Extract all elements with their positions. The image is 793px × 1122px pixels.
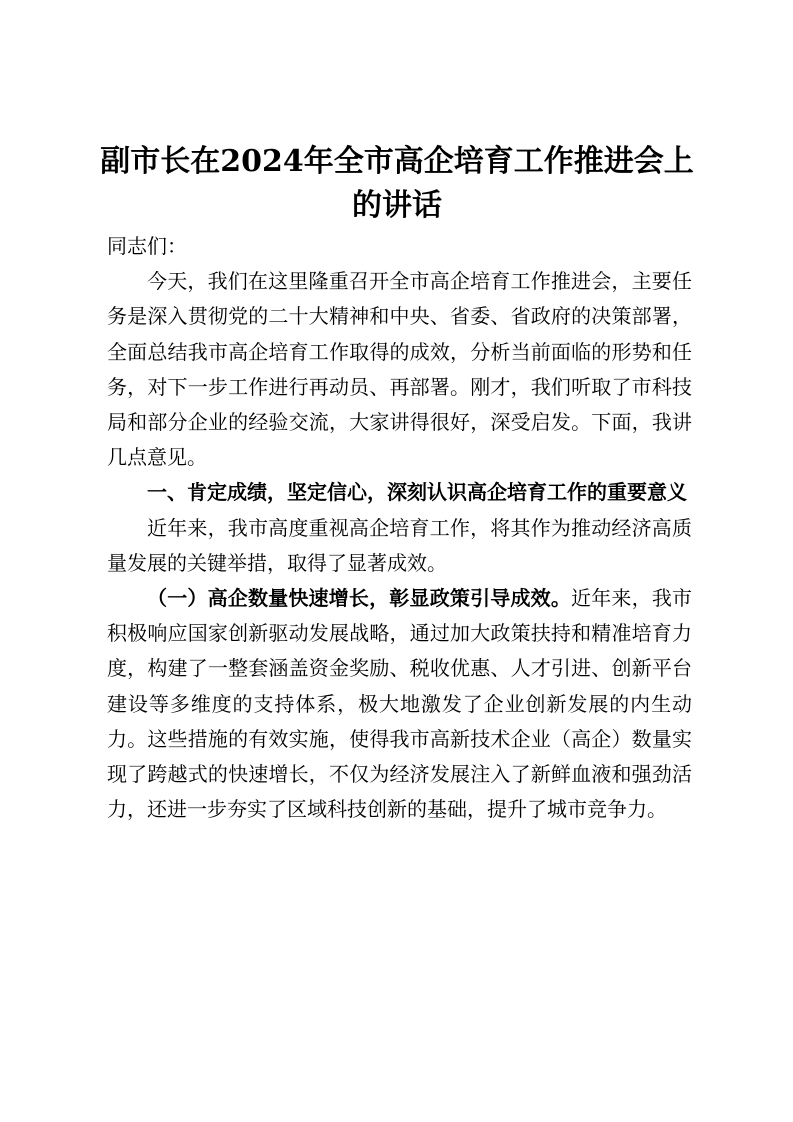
subsection-1-body: 近年来，我市积极响应国家创新驱动发展战略，通过加大政策扶持和精准培育力度，构建了一整套涵盖资金奖励、税收优惠、人才引进、创新平台建设等多维度的支持体系，极大地激发了企业创新发展的内生动力。这些措施的有效实施，使得我市高新技术企业（高企）数量实现了跨越式的快速增长，不仅为经济发展注入了新鲜血液和强劲活力，还进一步夯实了区域科技创新的基础，提升了城市竞争力。: [107, 586, 693, 822]
subsection-1-paragraph: [107, 581, 692, 827]
document-title: 副市长在2024年全市高企培育工作推进会上的讲话: [100, 144, 694, 223]
section-1-heading: 一、肯定成绩，坚定信心，深刻认识高企培育工作的重要意义: [147, 480, 687, 505]
salutation: 同志们：: [107, 234, 187, 258]
subsection-1-heading: （一）高企数量快速增长，彰显政策引导成效。: [147, 586, 572, 611]
section-1-intro-paragraph: 近年来，我市高度重视高企培育工作，将其作为推动经济高质量发展的关键举措，取得了显著成效。: [107, 515, 692, 575]
intro-paragraph: 今天，我们在这里隆重召开全市高企培育工作推进会，主要任务是深入贯彻党的二十大精神和中央、省委、省政府的决策部署，全面总结我市高企培育工作取得的成效，分析当前面临的形势和任务，对下一步工作进行再动员、再部署。刚才，我们听取了市科技局和部分企业的经验交流，大家讲得很好，深受启发。下面，我讲几点意见。: [107, 269, 692, 470]
document-body: [107, 229, 692, 827]
